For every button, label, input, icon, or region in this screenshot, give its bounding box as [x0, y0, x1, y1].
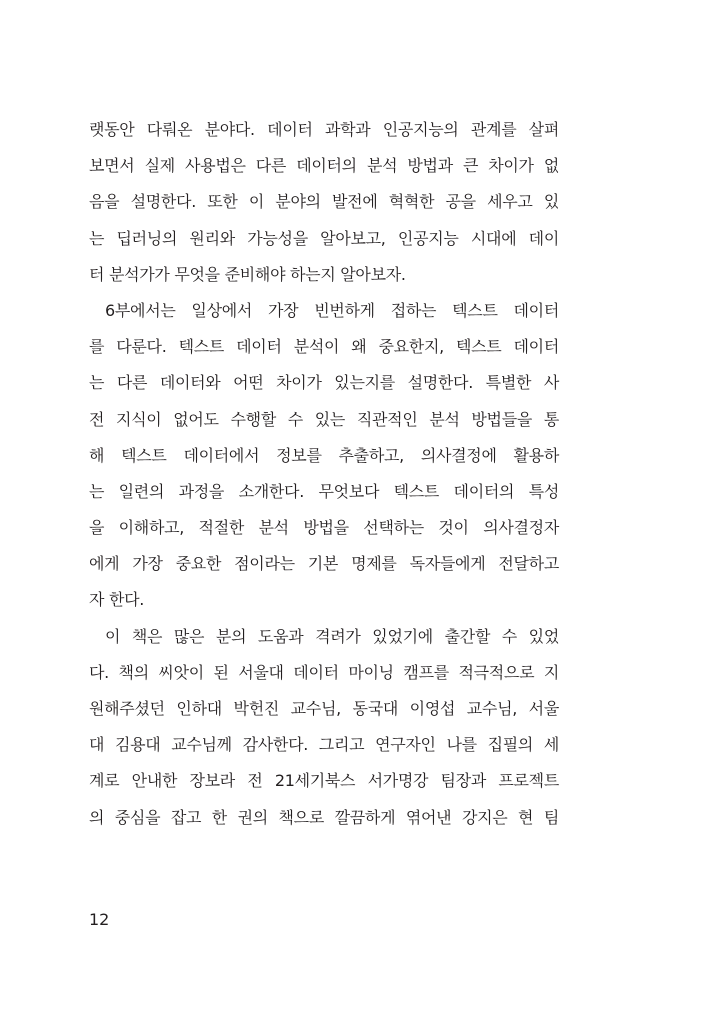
page-number: 12	[89, 910, 110, 929]
text-line: 계로 안내한 장보라 전 21세기북스 서가명강 팀장과 프로젝트	[89, 771, 559, 791]
text-line: 는 딥러닝의 원리와 가능성을 알아보고, 인공지능 시대에 데이	[89, 228, 559, 248]
text-line: 이 책은 많은 분의 도움과 격려가 있었기에 출간할 수 있었	[105, 626, 559, 646]
text-line: 의 중심을 잡고 한 권의 책으로 깔끔하게 엮어낸 강지은 현 팀	[89, 807, 559, 827]
text-line: 6부에서는 일상에서 가장 빈번하게 접하는 텍스트 데이터	[105, 300, 559, 320]
text-line: 다. 책의 씨앗이 된 서울대 데이터 마이닝 캠프를 적극적으로 지	[89, 662, 559, 682]
text-line: 터 분석가가 무엇을 준비해야 하는지 알아보자.	[89, 264, 406, 284]
text-line: 을 이해하고, 적절한 분석 방법을 선택하는 것이 의사결정자	[89, 518, 559, 538]
text-line: 랫동안 다뤄온 분야다. 데이터 과학과 인공지능의 관계를 살펴	[89, 120, 559, 139]
text-line: 를 다룬다. 텍스트 데이터 분석이 왜 중요한지, 텍스트 데이터	[89, 337, 559, 357]
text-line: 전 지식이 없어도 수행할 수 있는 직관적인 분석 방법들을 통	[89, 409, 559, 429]
text-line: 음을 설명한다. 또한 이 분야의 발전에 혁혁한 공을 세우고 있	[89, 192, 559, 212]
body-text	[89, 112, 559, 836]
text-line: 원해주셨던 인하대 박헌진 교수님, 동국대 이영섭 교수님, 서울	[89, 699, 559, 718]
text-line: 대 김용대 교수님께 감사한다. 그리고 연구자인 나를 집필의 세	[89, 735, 559, 755]
text-line: 보면서 실제 사용법은 다른 데이터의 분석 방법과 큰 차이가 없	[89, 156, 559, 176]
text-line: 는 다른 데이터와 어떤 차이가 있는지를 설명한다. 특별한 사	[89, 373, 559, 393]
text-line: 는 일련의 과정을 소개한다. 무엇보다 텍스트 데이터의 특성	[89, 481, 559, 501]
text-line: 해 텍스트 데이터에서 정보를 추출하고, 의사결정에 활용하	[89, 445, 559, 465]
text-line: 에게 가장 중요한 점이라는 기본 명제를 독자들에게 전달하고	[89, 554, 559, 574]
text-line: 자 한다.	[89, 590, 145, 610]
